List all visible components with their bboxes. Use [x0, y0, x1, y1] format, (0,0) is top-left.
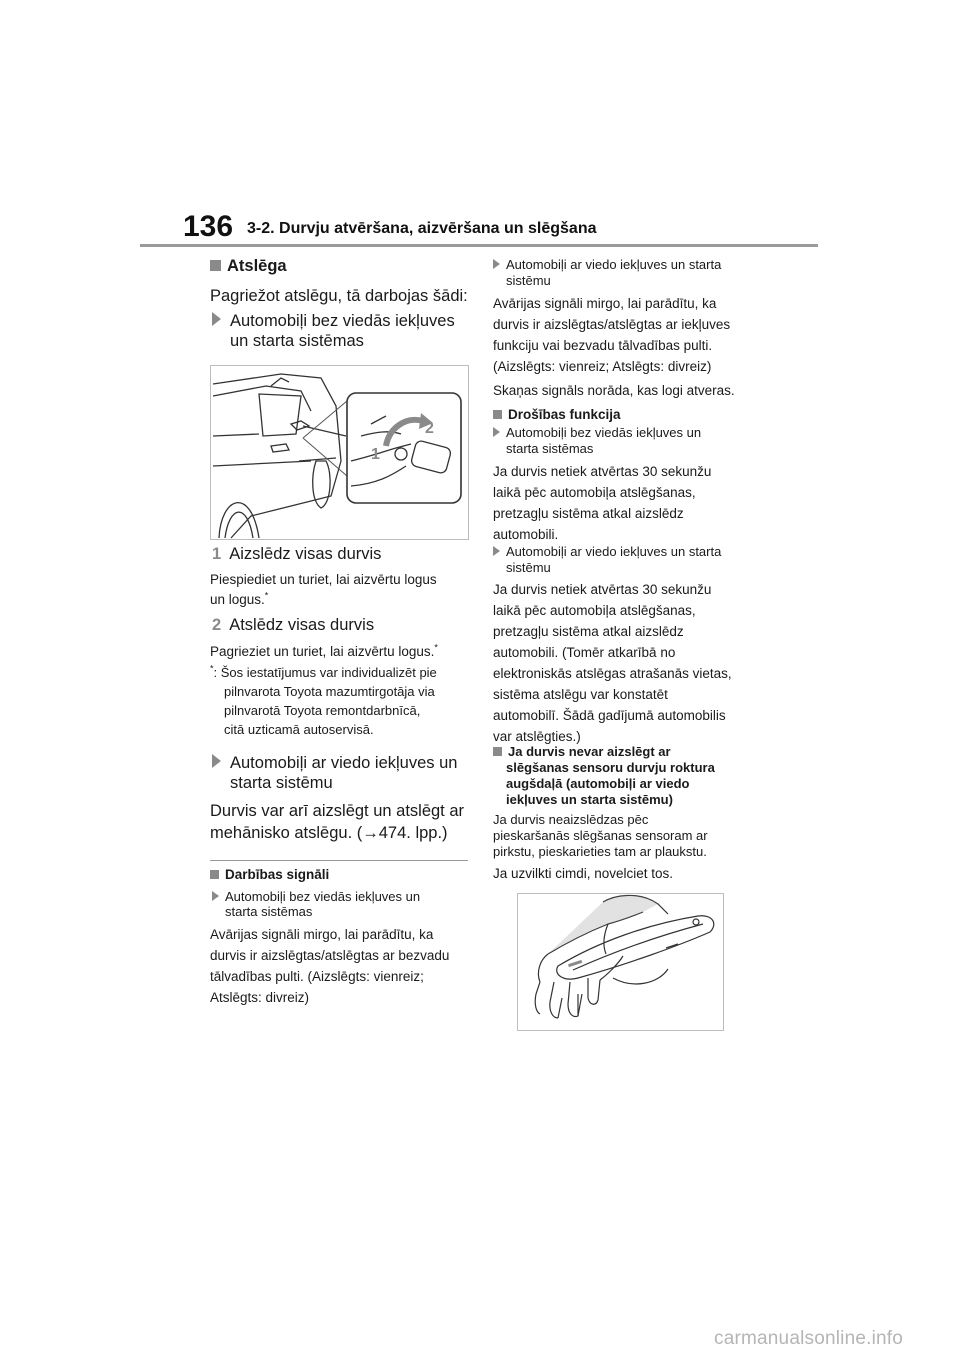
footnote — [210, 664, 437, 681]
item1-desc-line1: Piespiediet un turiet, lai aizvērtu logus — [210, 572, 437, 587]
right-text1-line4: (Aizslēgts: vienreiz; Atslēgts: divreiz) — [493, 359, 712, 374]
nolock-heading-line4: iekļuves un starta sistēmu) — [506, 792, 673, 807]
nolock-heading-line1: Ja durvis nevar aizslēgt ar — [508, 744, 671, 759]
safety-heading-text: Drošības funkcija — [508, 407, 621, 422]
safety-sub1-line2: starta sistēmas — [506, 441, 594, 456]
signals-sub-line1: Automobiļi bez viedās iekļuves un — [225, 889, 421, 904]
arrow-bullet-icon — [212, 754, 221, 768]
right-text2: Skaņas signāls norāda, kas logi atveras. — [493, 383, 735, 398]
arrow-bullet-icon — [493, 427, 500, 437]
right-text1-line1: Avārijas signāli mirgo, lai parādītu, ka — [493, 296, 717, 311]
sub-smart-text2: mehānisko atslēgu. (→474. lpp.) — [210, 824, 448, 842]
item-lock-all-label: Aizslēdz visas durvis — [229, 545, 382, 563]
key-heading — [210, 255, 287, 277]
safety-sub2-line2: sistēmu — [506, 560, 551, 575]
right-text1-line3: funkciju vai bezvadu tālvadības pulti. — [493, 338, 713, 353]
callout-1: 1 — [371, 446, 380, 463]
right-sub-line2: sistēmu — [506, 273, 551, 288]
callout-2: 2 — [425, 420, 434, 437]
safety-text1-line2: laikā pēc automobiļa atslēgšanas, — [493, 485, 696, 500]
nolock-text1-line1: Ja durvis neaizslēdzas pēc — [493, 812, 649, 827]
sub-no-smart-heading — [212, 310, 455, 332]
arrow-bullet-icon — [493, 546, 500, 556]
footnote-marker: * — [264, 590, 269, 601]
footnote-asterisk: * — [210, 663, 214, 674]
item-unlock-all-label: Atslēdz visas durvis — [229, 616, 375, 634]
footnote-line2: pilnvarota Toyota mazumtirgotāja via — [224, 684, 435, 699]
signals-text-line4: Atslēgts: divreiz) — [210, 990, 310, 1005]
item1-desc-line2-text: un logus. — [210, 592, 265, 607]
safety-heading — [493, 405, 621, 425]
nolock-heading-line3: augšdaļā (automobiļi ar viedo — [506, 776, 690, 791]
square-bullet-icon — [210, 870, 219, 879]
page-number: 136 — [183, 210, 234, 243]
key-intro: Pagriežot atslēgu, tā darbojas šādi: — [210, 287, 468, 305]
square-bullet-icon — [493, 410, 502, 419]
nolock-text1-line3: pirkstu, pieskarieties tam ar plaukstu. — [493, 844, 707, 859]
item-number-2: 2 — [212, 616, 222, 634]
safety-text1-line3: pretzagļu sistēma atkal aizslēdz — [493, 506, 684, 521]
signals-text-line1: Avārijas signāli mirgo, lai parādītu, ka — [210, 927, 434, 942]
nolock-text1-line2: pieskaršanās slēgšanas sensoram ar — [493, 828, 708, 843]
right-text1-line2: durvis ir aizslēgtas/atslēgtas ar iekļuves — [493, 317, 731, 332]
key-heading-text: Atslēga — [227, 257, 287, 275]
item-unlock-all — [212, 614, 374, 636]
arrow-bullet-icon — [212, 312, 221, 326]
safety-sub2 — [493, 543, 721, 560]
item-number-1: 1 — [212, 545, 222, 563]
footnote-line3: pilnvarotā Toyota remontdarbnīcā, — [224, 703, 421, 718]
footnote-marker: * — [434, 642, 438, 653]
safety-text1-line1: Ja durvis netiek atvērtas 30 sekunžu — [493, 464, 712, 479]
signals-text-line3: tālvadības pulti. (Aizslēgts: vienreiz; — [210, 969, 424, 984]
safety-sub1-line1: Automobiļi bez viedās iekļuves un — [506, 425, 702, 440]
right-sub-smart — [493, 256, 721, 273]
safety-text2-line2: laikā pēc automobiļa atslēgšanas, — [493, 603, 696, 618]
key-operation-figure — [210, 365, 469, 540]
signals-sub-line2: starta sistēmas — [225, 904, 313, 919]
sub-no-smart-line2: un starta sistēmas — [230, 332, 364, 350]
car-door-key-illustration — [211, 366, 468, 539]
safety-sub1 — [493, 424, 701, 441]
header-divider — [140, 244, 818, 247]
footnote-line4: citā uzticamā autoservisā. — [224, 722, 374, 737]
sub-smart-heading — [212, 752, 457, 774]
sub-no-smart-line1: Automobiļi bez viedās iekļuves — [230, 312, 455, 330]
safety-sub2-line1: Automobiļi ar viedo iekļuves un starta — [506, 544, 722, 559]
safety-text2-line1: Ja durvis netiek atvērtas 30 sekunžu — [493, 582, 712, 597]
watermark: carmanualsonline.info — [714, 1328, 904, 1349]
right-sub-line1: Automobiļi ar viedo iekļuves un starta — [506, 257, 722, 272]
footnote-line1: : Šos iestatījumus var individualizēt pie — [213, 665, 437, 680]
hand-on-handle-illustration — [518, 894, 723, 1030]
section-divider — [210, 860, 468, 861]
hand-handle-figure — [517, 893, 724, 1031]
sub-smart-line1: Automobiļi ar viedo iekļuves un — [230, 754, 458, 772]
arrow-bullet-icon — [212, 891, 219, 901]
signals-heading — [210, 865, 329, 885]
item2-desc — [210, 642, 438, 662]
safety-text2-line7: automobilī. Šādā gadījumā automobilis — [493, 708, 726, 723]
sub-smart-text1: Durvis var arī aizslēgt un atslēgt ar — [210, 802, 465, 820]
safety-text2-line8: var atslēgties.) — [493, 729, 581, 744]
signals-text-line2: durvis ir aizslēgtas/atslēgtas ar bezvadu — [210, 948, 450, 963]
nolock-text2: Ja uzvilkti cimdi, novelciet tos. — [493, 866, 674, 881]
item1-desc-line2 — [210, 590, 268, 610]
item-lock-all — [212, 543, 381, 565]
square-bullet-icon — [493, 747, 502, 756]
nolock-heading — [493, 743, 671, 760]
safety-text2-line6: sistēma atslēgu var konstatēt — [493, 687, 668, 702]
safety-text1-line4: automobili. — [493, 527, 559, 542]
sub-smart-line2: starta sistēmu — [230, 774, 333, 792]
nolock-heading-line2: slēgšanas sensoru durvju roktura — [506, 760, 715, 775]
safety-text2-line5: elektroniskās atslēgas atrašanās vietas, — [493, 666, 732, 681]
arrow-bullet-icon — [493, 259, 500, 269]
safety-text2-line4: automobili. (Tomēr atkarībā no — [493, 645, 676, 660]
square-bullet-icon — [210, 260, 221, 271]
section-title: 3-2. Durvju atvēršana, aizvēršana un slēgšana — [247, 220, 597, 237]
safety-text2-line3: pretzagļu sistēma atkal aizslēdz — [493, 624, 684, 639]
signals-heading-text: Darbības signāli — [225, 867, 330, 882]
item2-desc-text: Pagrieziet un turiet, lai aizvērtu logus. — [210, 644, 435, 659]
